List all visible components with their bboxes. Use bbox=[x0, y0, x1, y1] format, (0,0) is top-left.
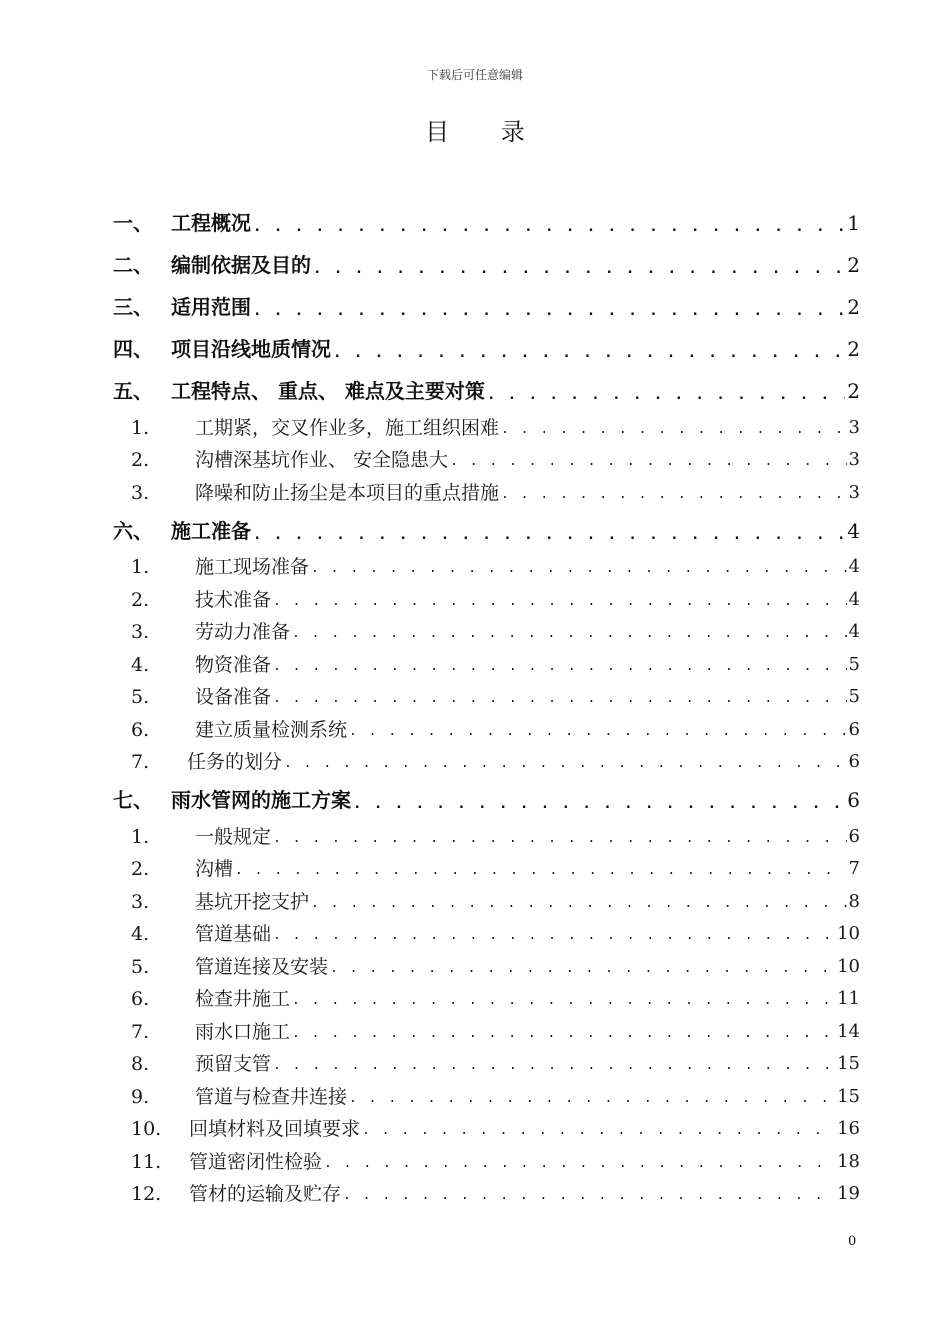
toc-entry-number: 5. bbox=[131, 686, 150, 708]
toc-entry[interactable] bbox=[113, 647, 860, 680]
toc-entry-number: 3. bbox=[131, 481, 150, 504]
toc-entry-label: 工程特点、 重点、 难点及主要对策 bbox=[171, 379, 485, 403]
toc-entry-label: 雨水管网的施工方案 bbox=[171, 788, 351, 812]
toc-entry-page: 1 bbox=[847, 211, 860, 235]
toc-dot-leader bbox=[284, 751, 847, 777]
toc-entry-label: 施工准备 bbox=[171, 518, 251, 543]
toc-entry-page: 15 bbox=[837, 1085, 860, 1107]
toc-entry-label: 管道连接及安装 bbox=[195, 955, 329, 978]
toc-entry-label: 劳动力准备 bbox=[195, 621, 291, 643]
toc-entry-page: 15 bbox=[837, 1053, 860, 1074]
toc-entry-label: 施工现场准备 bbox=[195, 556, 310, 578]
toc-entry-label: 编制依据及目的 bbox=[171, 253, 311, 277]
toc-entry-page: 14 bbox=[837, 1020, 860, 1042]
toc-entry-page: 11 bbox=[837, 988, 860, 1009]
toc-entry-page: 2 bbox=[847, 337, 860, 361]
toc-entry-number: 8. bbox=[131, 1053, 150, 1075]
toc-dot-leader bbox=[487, 380, 845, 410]
toc-entry[interactable] bbox=[113, 917, 860, 950]
toc-entry-page: 4 bbox=[848, 556, 860, 577]
toc-entry-page: 3 bbox=[848, 449, 860, 470]
toc-dot-leader bbox=[330, 956, 835, 982]
toc-dot-leader bbox=[349, 1086, 835, 1112]
toc-entry-page: 6 bbox=[848, 825, 860, 847]
toc-entry-number: 10. bbox=[131, 1118, 162, 1140]
toc-entry[interactable] bbox=[113, 745, 860, 778]
toc-entry-number: 六、 bbox=[113, 518, 153, 543]
toc-entry-number: 6. bbox=[131, 718, 150, 741]
toc-entry-number: 3. bbox=[131, 621, 150, 643]
toc-dot-leader bbox=[273, 923, 835, 949]
toc-entry-number: 7. bbox=[131, 751, 150, 773]
toc-entry-page: 5 bbox=[848, 653, 860, 675]
toc-entry-label: 沟槽 bbox=[195, 858, 234, 880]
toc-entry-number: 4. bbox=[131, 923, 150, 945]
toc-dot-leader bbox=[362, 1118, 835, 1144]
toc-entry[interactable] bbox=[113, 949, 860, 982]
toc-entry-page: 5 bbox=[848, 686, 860, 707]
toc-entry-number: 2. bbox=[131, 449, 150, 471]
toc-entry-number: 4. bbox=[131, 653, 150, 676]
toc-entry[interactable] bbox=[113, 1047, 860, 1080]
toc-dot-leader bbox=[311, 556, 847, 582]
toc-entry-number: 2. bbox=[131, 588, 150, 611]
toc-entry-page: 3 bbox=[848, 416, 860, 438]
toc-entry[interactable] bbox=[113, 368, 860, 410]
toc-entry-label: 降噪和防止扬尘是本项目的重点措施 bbox=[195, 481, 500, 504]
toc-entry-label: 建立质量检测系统 bbox=[195, 718, 348, 741]
toc-entry[interactable] bbox=[113, 777, 860, 819]
toc-entry[interactable] bbox=[113, 852, 860, 885]
toc-entry[interactable] bbox=[113, 550, 860, 583]
toc-dot-leader bbox=[343, 1183, 835, 1209]
toc-entry-label: 工期紧，交叉作业多，施工组织困难 bbox=[195, 416, 500, 439]
toc-entry-label: 任务的划分 bbox=[187, 751, 283, 773]
toc-entry-label: 管道与检查井连接 bbox=[195, 1085, 348, 1108]
toc-dot-leader bbox=[292, 1021, 835, 1047]
toc-entry-page: 8 bbox=[848, 890, 860, 912]
toc-dot-leader bbox=[324, 1151, 835, 1177]
toc-entry[interactable] bbox=[113, 884, 860, 917]
toc-entry-page: 10 bbox=[837, 955, 860, 977]
toc-entry-page: 2 bbox=[847, 253, 860, 277]
toc-dot-leader bbox=[273, 826, 847, 852]
toc-entry-label: 适用范围 bbox=[171, 295, 251, 319]
toc-dot-leader bbox=[253, 520, 845, 550]
toc-entry-page: 19 bbox=[837, 1183, 860, 1204]
toc-entry-page: 7 bbox=[848, 858, 860, 879]
toc-entry[interactable] bbox=[113, 200, 860, 242]
toc-entry-page: 2 bbox=[847, 295, 860, 319]
toc-entry-page: 4 bbox=[847, 518, 860, 543]
toc-entry[interactable] bbox=[113, 242, 860, 284]
toc-entry-label: 检查井施工 bbox=[195, 988, 291, 1010]
toc-dot-leader bbox=[501, 417, 847, 443]
toc-entry-label: 一般规定 bbox=[195, 825, 272, 848]
toc-entry[interactable] bbox=[113, 680, 860, 713]
toc-dot-leader bbox=[273, 1053, 835, 1079]
toc-dot-leader bbox=[273, 686, 847, 712]
toc-entry-number: 一、 bbox=[113, 211, 153, 235]
toc-entry-number: 1. bbox=[131, 556, 150, 578]
toc-dot-leader bbox=[253, 296, 845, 326]
toc-entry[interactable] bbox=[113, 475, 860, 508]
toc-entry-label: 雨水口施工 bbox=[195, 1020, 291, 1043]
toc-dot-leader bbox=[292, 988, 835, 1014]
toc-entry-label: 管道密闭性检验 bbox=[189, 1150, 323, 1173]
toc-entry[interactable] bbox=[113, 712, 860, 745]
toc-entry[interactable] bbox=[113, 1177, 860, 1210]
toc-entry[interactable] bbox=[113, 443, 860, 476]
toc-entry-number: 四、 bbox=[113, 337, 153, 361]
toc-entry-page: 2 bbox=[847, 379, 860, 403]
toc-entry-label: 回填材料及回填要求 bbox=[189, 1118, 361, 1140]
toc-entry-label: 管道基础 bbox=[195, 923, 272, 945]
toc-entry-label: 预留支管 bbox=[195, 1053, 272, 1075]
toc-dot-leader bbox=[333, 338, 845, 368]
toc-dot-leader bbox=[273, 654, 847, 680]
toc-entry-label: 基坑开挖支护 bbox=[195, 890, 310, 913]
toc-entry-page: 6 bbox=[848, 718, 860, 740]
toc-entry-number: 5. bbox=[131, 955, 150, 978]
toc-entry-label: 沟槽深基坑作业、 安全隐患大 bbox=[195, 449, 449, 471]
toc-entry-number: 五、 bbox=[113, 379, 153, 403]
toc-entry-page: 3 bbox=[848, 481, 860, 503]
toc-entry-label: 项目沿线地质情况 bbox=[171, 337, 331, 361]
toc-entry-number: 6. bbox=[131, 988, 150, 1010]
toc-dot-leader bbox=[313, 254, 845, 284]
toc-entry[interactable] bbox=[113, 1079, 860, 1112]
toc-entry-number: 12. bbox=[131, 1183, 162, 1205]
toc-entry[interactable] bbox=[113, 1144, 860, 1177]
toc-entry-label: 管材的运输及贮存 bbox=[189, 1183, 342, 1205]
toc-entry[interactable] bbox=[113, 982, 860, 1015]
toc-entry-label: 物资准备 bbox=[195, 653, 272, 676]
toc-entry-number: 7. bbox=[131, 1020, 150, 1043]
toc-entry-page: 10 bbox=[837, 923, 860, 944]
toc-dot-leader bbox=[311, 891, 847, 917]
toc-entry-number: 三、 bbox=[113, 295, 153, 319]
toc-entry-number: 11. bbox=[131, 1150, 162, 1173]
toc-entry[interactable] bbox=[113, 410, 860, 443]
page-title: 目 录 bbox=[425, 118, 547, 146]
toc-entry-page: 4 bbox=[848, 588, 860, 610]
toc-entry-number: 1. bbox=[131, 825, 150, 848]
toc-entry[interactable] bbox=[113, 508, 860, 550]
toc-entry-label: 工程概况 bbox=[171, 211, 251, 235]
toc-entry-page: 4 bbox=[848, 621, 860, 642]
toc-dot-leader bbox=[253, 212, 845, 242]
toc-entry[interactable] bbox=[113, 1112, 860, 1145]
toc-entry[interactable] bbox=[113, 819, 860, 852]
toc-entry-number: 3. bbox=[131, 890, 150, 913]
toc-dot-leader bbox=[273, 589, 847, 615]
toc-dot-leader bbox=[235, 858, 847, 884]
toc-entry-page: 6 bbox=[848, 751, 860, 772]
toc-entry-number: 1. bbox=[131, 416, 150, 439]
toc-dot-leader bbox=[450, 449, 847, 475]
toc-entry[interactable] bbox=[113, 1014, 860, 1047]
toc-entry[interactable] bbox=[113, 284, 860, 326]
toc-dot-leader bbox=[501, 482, 847, 508]
table-of-contents bbox=[113, 200, 860, 1209]
toc-entry-page: 6 bbox=[847, 788, 860, 812]
toc-entry-number: 2. bbox=[131, 858, 150, 880]
toc-entry-page: 16 bbox=[837, 1118, 860, 1139]
toc-entry[interactable] bbox=[113, 615, 860, 648]
toc-dot-leader bbox=[349, 719, 847, 745]
toc-entry-page: 18 bbox=[837, 1150, 860, 1172]
toc-entry-number: 二、 bbox=[113, 253, 153, 277]
footer-page-number: 0 bbox=[848, 1234, 857, 1249]
toc-dot-leader bbox=[353, 789, 845, 819]
toc-entry-label: 设备准备 bbox=[195, 686, 272, 708]
toc-entry-number: 9. bbox=[131, 1085, 150, 1108]
header-note: 下载后可任意编辑 bbox=[426, 68, 523, 82]
toc-entry-label: 技术准备 bbox=[195, 588, 272, 611]
toc-entry[interactable] bbox=[113, 582, 860, 615]
toc-entry[interactable] bbox=[113, 326, 860, 368]
toc-entry-number: 七、 bbox=[113, 788, 153, 812]
toc-dot-leader bbox=[292, 621, 847, 647]
